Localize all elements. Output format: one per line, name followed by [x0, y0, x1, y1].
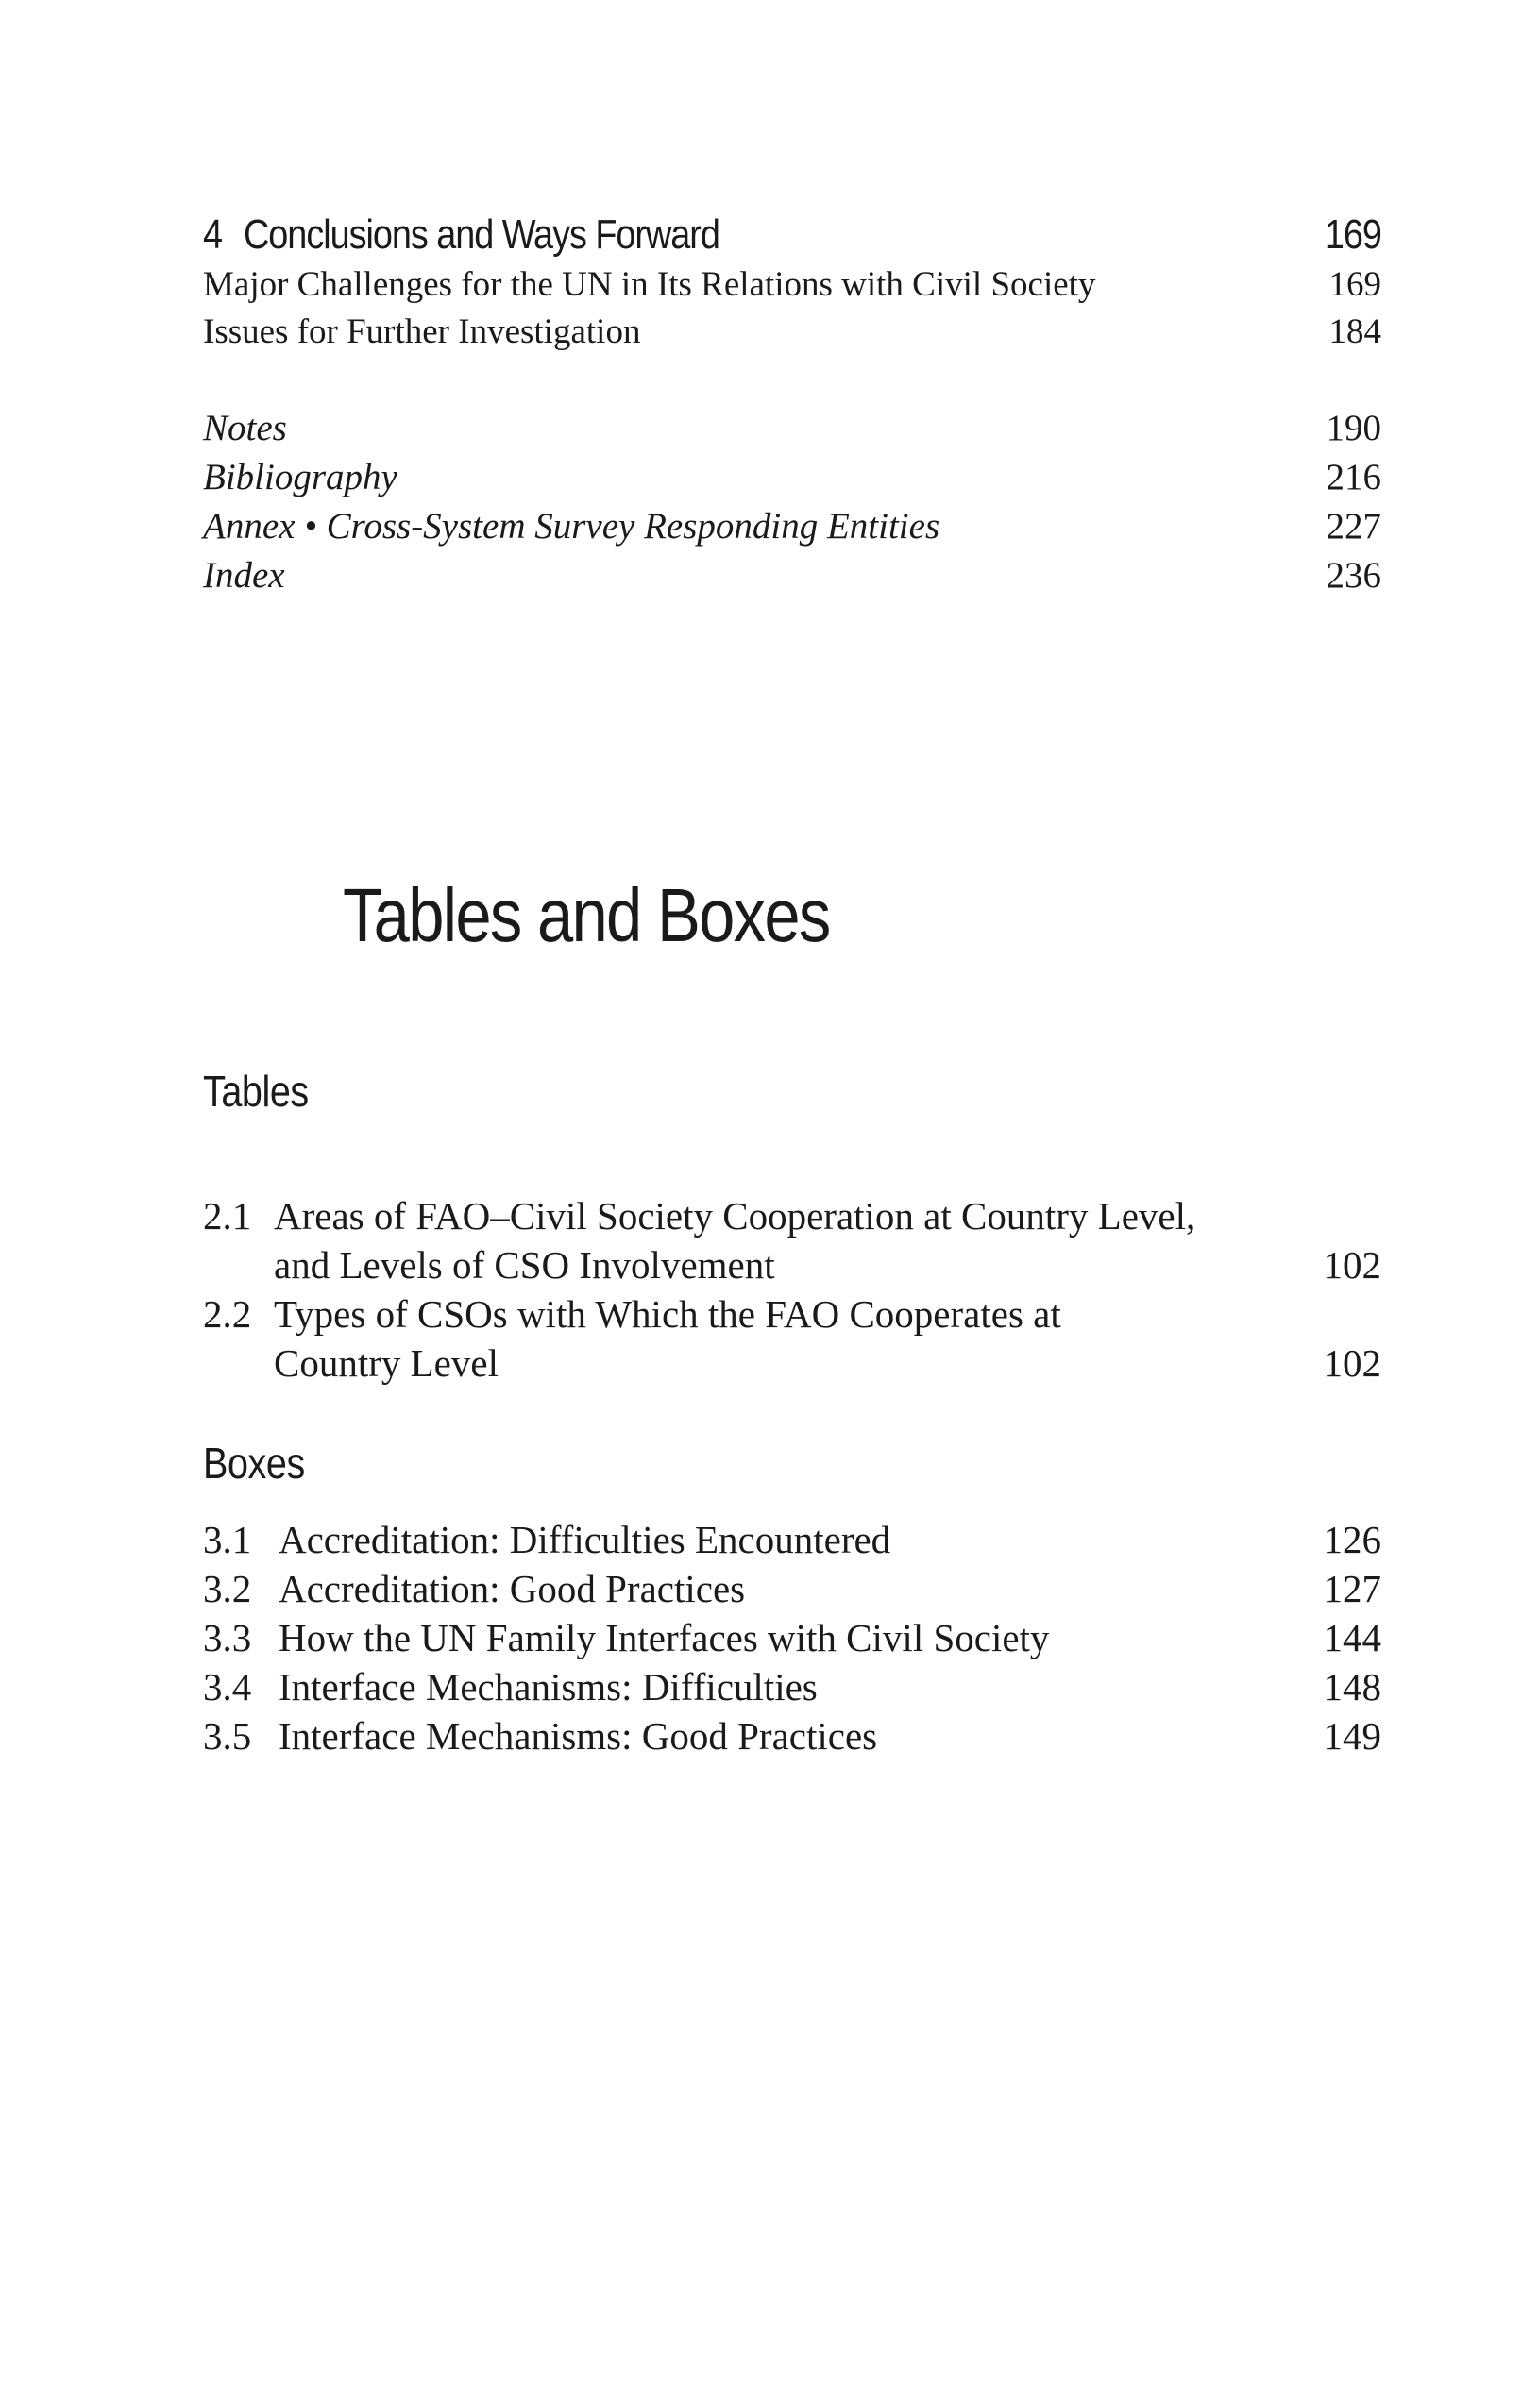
box-entry: [203, 1711, 1381, 1760]
tables-boxes-title: Tables and Boxes: [343, 873, 830, 957]
box-page: 127: [1323, 1567, 1381, 1610]
box-title: Interface Mechanisms: Difficulties: [279, 1665, 818, 1709]
box-entry: [203, 1515, 1381, 1564]
backmatter-title: Bibliography: [203, 457, 397, 497]
section-entry: [203, 308, 1381, 357]
backmatter-entry: [203, 502, 1381, 551]
table-entry: [203, 1191, 1381, 1289]
backmatter-page: 216: [1326, 457, 1381, 497]
backmatter-entry: [203, 453, 1381, 502]
backmatter-page: 190: [1326, 408, 1381, 448]
tables-heading: Tables: [203, 1067, 309, 1116]
backmatter-page: 236: [1326, 555, 1381, 596]
box-page: 148: [1323, 1665, 1381, 1709]
table-title-line2: Country Level: [274, 1341, 499, 1385]
box-number: 3.3: [203, 1616, 252, 1659]
section-page: 184: [1328, 312, 1381, 351]
box-number: 3.2: [203, 1567, 252, 1610]
box-title: How the UN Family Interfaces with Civil Society: [279, 1616, 1050, 1659]
section-title: Major Challenges for the UN in Its Relations with Civil Society: [203, 265, 1096, 304]
backmatter-page: 227: [1326, 506, 1381, 547]
box-page: 126: [1323, 1518, 1381, 1561]
backmatter-title: Index: [203, 555, 285, 596]
table-page: 102: [1323, 1341, 1381, 1385]
chapter-heading: [203, 210, 1381, 261]
backmatter-entry: [203, 551, 1381, 600]
box-title: Accreditation: Good Practices: [279, 1567, 746, 1610]
table-title-line2: and Levels of CSO Involvement: [274, 1243, 775, 1287]
box-number: 3.4: [203, 1665, 252, 1709]
box-page: 149: [1323, 1714, 1381, 1758]
table-title-line1: Types of CSOs with Which the FAO Cooperates at: [274, 1292, 1061, 1336]
box-entry: [203, 1662, 1381, 1711]
backmatter-entry: [203, 404, 1381, 453]
box-title: Interface Mechanisms: Good Practices: [279, 1714, 878, 1758]
section-title: Issues for Further Investigation: [203, 312, 641, 351]
chapter-page: 169: [1324, 211, 1381, 258]
box-number: 3.5: [203, 1714, 252, 1758]
box-title: Accreditation: Difficulties Encountered: [279, 1518, 891, 1561]
table-entry: [203, 1289, 1381, 1388]
table-number: 2.1: [203, 1194, 252, 1238]
toc-page: [203, 0, 1381, 2408]
chapter-number: 4: [203, 211, 223, 258]
box-number: 3.1: [203, 1518, 252, 1561]
boxes-heading: Boxes: [203, 1439, 305, 1488]
backmatter-title: Annex • Cross-System Survey Responding Entities: [203, 506, 940, 547]
table-page: 102: [1323, 1243, 1381, 1287]
table-title-line1: Areas of FAO–Civil Society Cooperation at Country Level,: [274, 1194, 1196, 1238]
box-page: 144: [1323, 1616, 1381, 1659]
section-entry: [203, 261, 1381, 310]
chapter-title: Conclusions and Ways Forward: [244, 211, 719, 258]
box-entry: [203, 1564, 1381, 1613]
backmatter-title: Notes: [203, 408, 287, 448]
section-page: 169: [1328, 265, 1381, 304]
box-entry: [203, 1613, 1381, 1662]
table-number: 2.2: [203, 1292, 252, 1336]
